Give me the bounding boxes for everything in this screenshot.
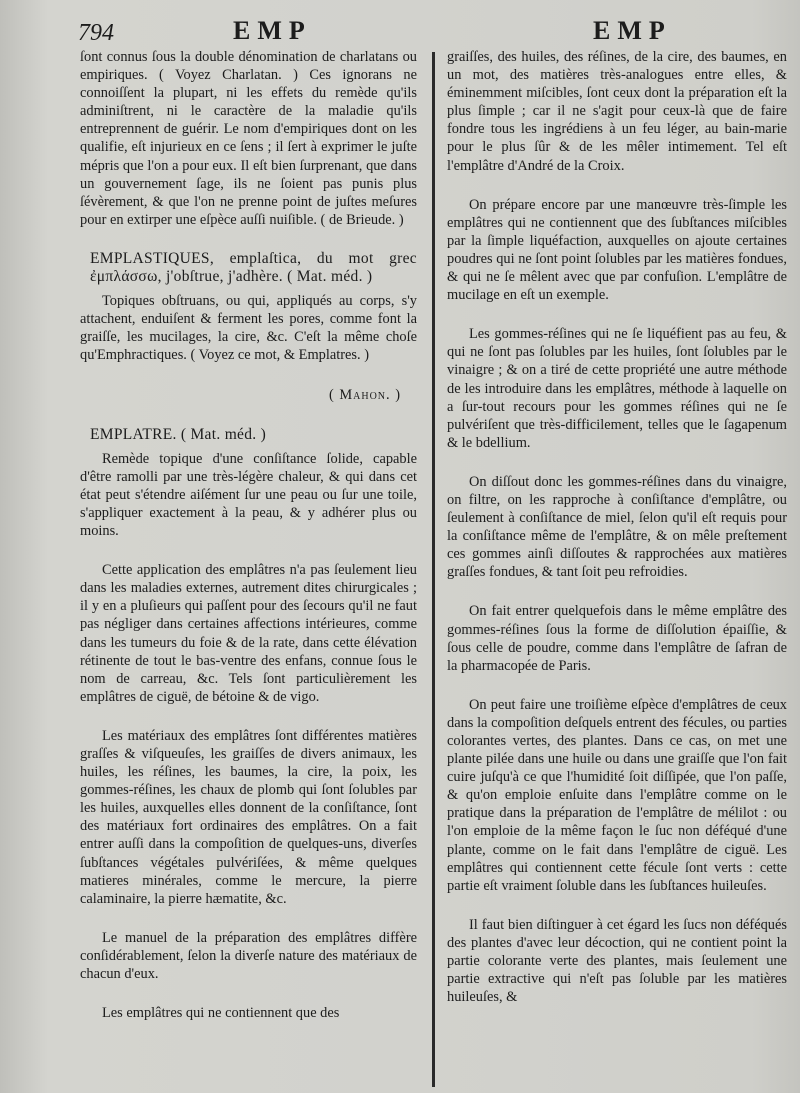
paragraph: Cette application des emplâtres n'a pas ſeulement lieu dans les maladies externes, autrement dites chirurgicales ; il y en a pluſieurs qui paſſent pour des ſecours qu'il ne faut pas négliger dans certaines affections intérieures, comme dans les tumeurs du foie & de la rate, dans cette élévation rétinente de tout le bas-ventre des enfans, connue ſous le nom de carreau, &c. Tels ſont particulièrement les emplâtres de ciguë, de bétoine & de vigo. (80, 562, 417, 705)
running-head-right: EMP (593, 16, 672, 45)
paragraph: Topiques obſtruans, ou qui, appliqués au corps, s'y attachent, enduiſent & ferment les pores, comme font la graiſſe, les mucilages, la cire, &c. C'eſt la même choſe qu'Emphractiques. ( Voyez ce mot, & Emplatres. ) (80, 293, 417, 364)
running-head-left: EMP (233, 16, 312, 45)
paragraph: On diſſout donc les gommes-réſines dans du vinaigre, on filtre, on les rapproche à conſiſtance d'emplâtre, ou ſeulement à conſiſtance de miel, ſelon qu'il eſt requis pour la conſiſtance même de l'emplâtre, & on mêle preſtement ces gommes ainſi diſſoutes & rapprochées aux matières graſſes fondues, & tant ſoit peu refroidies. (447, 473, 787, 581)
paragraph: On fait entrer quelquefois dans le même emplâtre des gommes-réſines ſous la forme de diſſolution épaiſſie, & ſous celle de poudre, comme dans l'emplâtre de ſafran de la pharmacopée de Paris. (447, 603, 787, 674)
paragraph: Le manuel de la préparation des emplâtres diffère conſidérablement, ſelon la diverſe nature des matériaux de chacun d'eux. (80, 929, 417, 983)
right-column (447, 48, 787, 1027)
paragraph: graiſſes, des huiles, des réſines, de la cire, des baumes, en un mot, des matières très-analogues entre elles, & éminemment miſcibles, ſont ceux dont la préparation eſt la plus ſimple ; car il ne s'agit pour ceux-là que de faire fondre tous les ingrédiens à un feu léger, au bain-marie pour le plus ſûr & de les mêler intimement. Tel eſt l'emplâtre d'André de la Croix. (447, 49, 787, 174)
paragraph: Les emplâtres qui ne contiennent que des (102, 1005, 340, 1022)
page-number: 794 (78, 20, 114, 46)
paragraph: Les matériaux des emplâtres ſont différentes matières graſſes & viſqueuſes, les graiſſes de divers animaux, les huiles, les réſines, les baumes, la cire, la poix, les gommes-réſines, les chaux de plomb qui ſont ſolubles par les huiles, auxquelles elles donnent de la conſiſtance, ſont des matériaux fort ordinaires des emplâtres. On a fait entrer auſſi dans la compoſition de quelques-uns, diverſes ſubſtances végétales pulvériſées, & même quelques matieres minérales, comme le mercure, la pierre calaminaire, la pierre hæmatite, &c. (80, 727, 417, 907)
author-signature: ( Mahon. ) (328, 386, 401, 403)
paragraph: On prépare encore par une manœuvre très-ſimple les emplâtres qui ne contiennent que des ſubſtances miſcibles par la ſimple liquéfaction, auxquelles on ajoute certaines poudres qui ne ſont point ſolubles par les matières fondues, & qui ne ſe mêlent avec que par confuſion. L'emplâtre de mucilage en eſt un exemple. (447, 196, 787, 304)
paragraph: ſont connus ſous la double dénomination de charlatans ou empiriques. ( Voyez Charlatan. ) Ces ignorans ne connoiſſent la plupart, ni les effets du remède qu'ils adminiſtrent, ni le caractère de la maladie qu'ils entreprennent de guérir. Le nom d'empiriques dont on les qualifie, eſt injurieux en ce ſens ; il ſert à exprimer le juſte mépris que l'on a pour eux. Il eſt bien ſurprenant, que dans un gouvernement ſage, ils ne ſoient pas punis plus ſévèrement, & que l'on ne prenne point de juſtes meſures pour en extirper une eſpèce auſſi nuiſible. ( de Brieude. ) (80, 49, 417, 228)
paragraph: On peut faire une troiſième eſpèce d'emplâtres de ceux dans la compoſition deſquels entrent des fécules, ou parties colorantes vertes, des plantes. Dans ce cas, on met une plante pilée dans une huile ou dans une graiſſe que l'on fait cuire juſqu'à ce que l'humidité ſoit diſſipée, que l'on paſſe, & qu'on emploie enſuite dans l'emplâtre comme on le pratique dans la préparation de l'emplâtre de mélilot : ou l'on emploie de la même façon le ſuc non déféqué d'une plante, comme on le fait dans l'emplâtre de ciguë. Les emplâtres qui contiennent cette fécule ſont verts : cette partie eſt vraiment ſoluble dans les ſubſtances huileuſes. (447, 696, 787, 894)
entry-heading: EMPLASTIQUES, emplaſtica, du mot grec ἐμπλάσσω, j'obſtrue, j'adhère. ( Mat. méd. ) (90, 249, 417, 286)
entry-heading: EMPLATRE. ( Mat. méd. ) (90, 425, 267, 443)
paragraph: Il faut bien diſtinguer à cet égard les ſucs non déféqués des plantes d'avec leur décoction, qui ne contient point la partie colorante verte des plantes, mais ſeulement une partie extractive qui n'eſt pas ſoluble par les matières huileuſes, & (447, 916, 787, 1006)
column-divider (432, 52, 435, 1087)
paragraph: Les gommes-réſines qui ne ſe liquéfient pas au feu, & qui ne ſont pas ſolubles par les huiles, ſont ſolubles par le vinaigre ; & on a tiré de cette propriété une autre méthode de les introduire dans les emplâtres, méthode à laquelle on a ſur-tout recours pour les gommes réſines qui ne ſe pulvériſent que très-difficilement, telles que le ſagapenum & le bdellium. (447, 326, 787, 451)
paragraph: Remède topique d'une conſiſtance ſolide, capable d'être ramolli par une très-légère chaleur, & qui dans cet état peut s'étendre aiſément ſur une peau ou ſur une toile, s'appliquer exactement à la peau, & y adhérer plus ou moins. (80, 450, 417, 540)
running-head (0, 14, 800, 48)
left-column (80, 48, 417, 1043)
